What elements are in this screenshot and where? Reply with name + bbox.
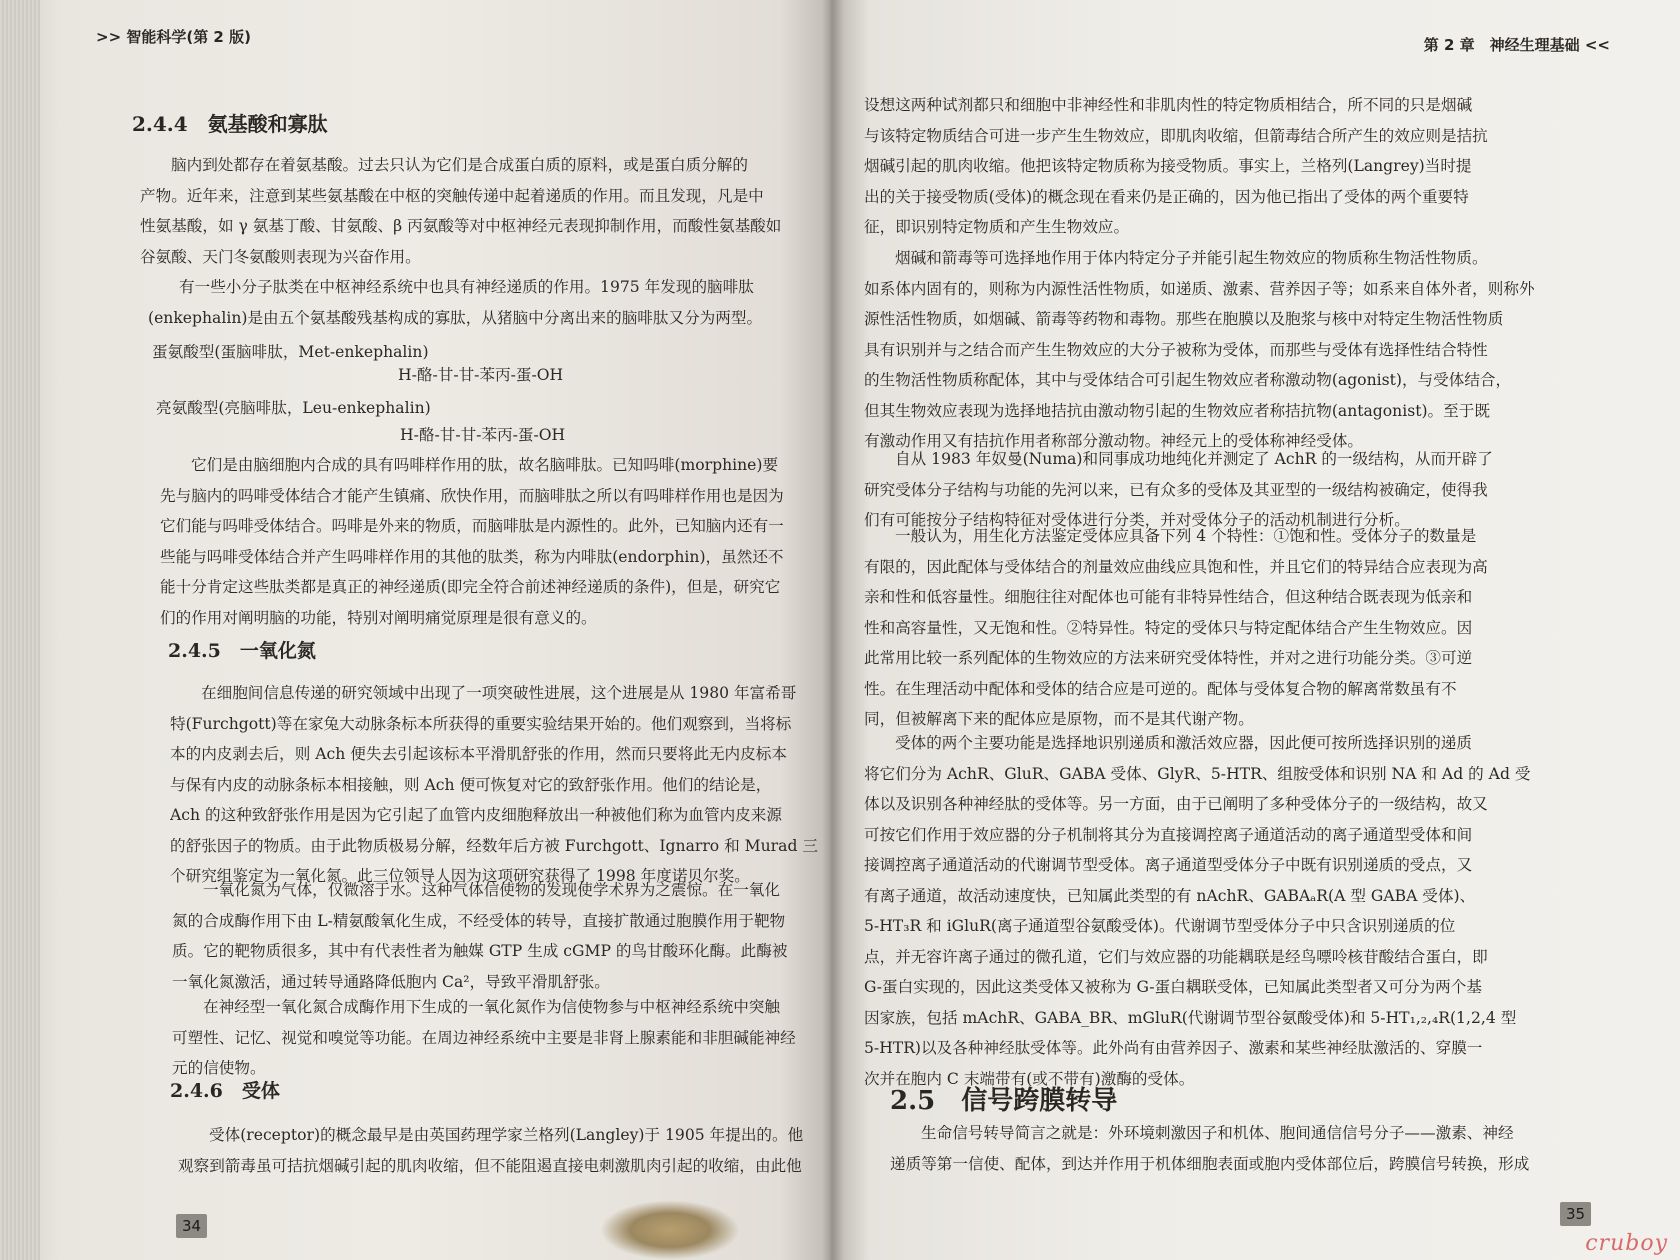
text-line: 谷氨酸、天门冬氨酸则表现为兴奋作用。 bbox=[140, 247, 421, 266]
text-line: 它们能与吗啡受体结合。吗啡是外来的物质，而脑啡肽是内源性的。此外，已知脑内还有一 bbox=[160, 517, 784, 535]
text-line: 的生物活性物质称配体，其中与受体结合可引起生物效应者称激动物(agonist)，与受体结合， bbox=[864, 371, 1512, 389]
page-edges bbox=[0, 0, 40, 1260]
text-line: 性和高容量性，又无饱和性。②特异性。特定的受体只与特定配体结合产生生物效应。因 bbox=[864, 618, 1473, 637]
text-line: 能十分肯定这些肽类都是真正的神经递质(即完全符合前述神经递质的条件)，但是，研究它 bbox=[160, 578, 781, 596]
watermark: cruboy bbox=[1585, 1231, 1668, 1256]
running-head-left: >> 智能科学(第 2 版) bbox=[96, 28, 251, 46]
paragraph bbox=[140, 150, 820, 272]
text-line: 性。在生理活动中配体和受体的结合应是可逆的。配体与受体复合物的解离常数虽有不 bbox=[864, 679, 1457, 698]
leu-enkephalin-label: 亮氨酸型(亮脑啡肽，Leu-enkephalin) bbox=[156, 399, 431, 417]
text-line: 具有识别并与之结合而产生生物效应的大分子被称为受体，而那些与受体有选择性结合特性 bbox=[864, 340, 1488, 359]
page-number-right: 35 bbox=[1560, 1202, 1591, 1226]
text-line: G-蛋白实现的，因此这类受体又被称为 G-蛋白耦联受体，已知属此类型者又可分为两个基 bbox=[864, 978, 1482, 996]
paragraph bbox=[864, 90, 1624, 243]
text-line: 元的信使物。 bbox=[172, 1059, 266, 1077]
text-line: 研究受体分子结构与功能的先河以来，已有众多的受体及其亚型的一级结构被确定，使得我 bbox=[864, 480, 1488, 499]
text-line: 设想这两种试剂都只和细胞中非神经性和非肌肉性的特定物质相结合，所不同的只是烟碱 bbox=[864, 96, 1473, 114]
text-line: 出的关于接受物质(受体)的概念现在看来仍是正确的，因为他已指出了受体的两个重要特 bbox=[864, 187, 1469, 206]
text-line: 递质等第一信使、配体，到达并作用于机体细胞表面或胞内受体部位后，跨膜信号转换，形成 bbox=[890, 1154, 1530, 1173]
paragraph bbox=[890, 1118, 1630, 1179]
text-line: 一氧化氮激活，通过转导通路降低胞内 Ca²，导致平滑肌舒张。 bbox=[172, 972, 610, 991]
text-line: 自从 1983 年奴曼(Numa)和同事成功地纯化并测定了 AchR 的一级结构，从而开辟了 bbox=[895, 450, 1493, 468]
text-line: 产物。近年来，注意到某些氨基酸在中枢的突触传递中起着递质的作用。而且发现，凡是中 bbox=[140, 186, 764, 205]
text-line: 在神经型一氧化氮合成酶作用下生成的一氧化氮作为信使物参与中枢神经系统中突触 bbox=[203, 998, 780, 1016]
paragraph bbox=[864, 521, 1624, 735]
text-line: 征，即识别特定物质和产生生物效应。 bbox=[864, 218, 1130, 236]
text-line: 因家族，包括 mAchR、GABA_BR、mGluR(代谢调节型谷氨酸受体)和 5-HT₁,₂,₄R(1,2,4 型 bbox=[864, 1008, 1517, 1027]
text-line: 有激动作用又有拮抗作用者称部分激动物。神经元上的受体称神经受体。 bbox=[864, 432, 1364, 450]
text-line: 性氨基酸，如 γ 氨基丁酸、甘氨酸、β 丙氨酸等对中枢神经元表现抑制作用，而酸性氨基酸如 bbox=[140, 217, 782, 235]
text-line: 有限的，因此配体与受体结合的剂量效应曲线应具饱和性，并且它们的特异结合应表现为高 bbox=[864, 557, 1488, 576]
text-line: 先与脑内的吗啡受体结合才能产生镇痛、欣快作用，而脑啡肽之所以有吗啡样作用也是因为 bbox=[160, 486, 784, 505]
right-page bbox=[830, 0, 1680, 1260]
text-line: 质。它的靶物质很多，其中有代表性者为触媒 GTP 生成 cGMP 的鸟甘酸环化酶。此酶被 bbox=[172, 942, 788, 960]
text-line: 5-HTR)以及各种神经肽受体等。此外尚有由营养因子、激素和某些神经肽激活的、穿膜一 bbox=[864, 1039, 1483, 1057]
text-line: 点，并无容许离子通过的微孔道，它们与效应器的功能耦联是经鸟嘌呤核苷酸结合蛋白，即 bbox=[864, 947, 1488, 966]
text-line: Ach 的这种致舒张作用是因为它引起了血管内皮细胞释放出一种被他们称为血管内皮来源 bbox=[170, 806, 782, 824]
text-line: (enkephalin)是由五个氨基酸残基构成的寡肽，从猪脑中分离出来的脑啡肽又分为两型。 bbox=[148, 308, 763, 327]
text-line: 烟碱和箭毒等可选择地作用于体内特定分子并能引起生物效应的物质称生物活性物质。 bbox=[895, 249, 1488, 267]
text-line: 如系体内固有的，则称为内源性活性物质，如递质、激素、营养因子等；如系来自体外者，则称外 bbox=[864, 279, 1535, 298]
text-line: 观察到箭毒虽可拮抗烟碱引起的肌肉收缩，但不能阻遏直接电刺激肌肉引起的收缩，由此他 bbox=[178, 1156, 802, 1175]
text-line: 可塑性、记忆、视觉和嗅觉等功能。在周边神经系统中主要是非肾上腺素能和非胆碱能神经 bbox=[172, 1028, 796, 1047]
page-number-left: 34 bbox=[176, 1214, 207, 1238]
text-line: 与保有内皮的动脉条标本相接触，则 Ach 便可恢复对它的致舒张作用。他们的结论是， bbox=[170, 775, 772, 794]
section-heading-2-4-5: 2.4.5 一氧化氮 bbox=[168, 640, 316, 662]
paragraph bbox=[160, 450, 826, 633]
running-head-right: 第 2 章 神经生理基础 << bbox=[1423, 36, 1610, 54]
text-line: 可按它们作用于效应器的分子机制将其分为直接调控离子通道活动的离子通道型受体和间 bbox=[864, 825, 1473, 844]
shadow-object bbox=[600, 1200, 740, 1260]
text-line: 脑内到处都存在着氨基酸。过去只认为它们是合成蛋白质的原料，或是蛋白质分解的 bbox=[171, 156, 748, 174]
text-line: 次并在胞内 C 末端带有(或不带有)激酶的受体。 bbox=[864, 1069, 1195, 1088]
text-line: 亲和性和低容量性。细胞往往对配体也可能有非特异性结合，但这种结合既表现为低亲和 bbox=[864, 588, 1473, 606]
section-heading-2-5: 2.5 信号跨膜转导 bbox=[890, 1086, 1118, 1116]
text-line: 此常用比较一系列配体的生物效应的方法来研究受体特性，并对之进行功能分类。③可逆 bbox=[864, 649, 1473, 667]
paragraph bbox=[172, 992, 824, 1084]
text-line: 些能与吗啡受体结合并产生吗啡样作用的其他的肽类，称为内啡肽(endorphin)，虽然还不 bbox=[160, 547, 784, 566]
text-line: 特(Furchgott)等在家兔大动脉条标本所获得的重要实验结果开始的。他们观察到，当将标 bbox=[170, 714, 792, 733]
text-line: 氮的合成酶作用下由 L-精氨酸氧化生成，不经受体的转导，直接扩散通过胞膜作用于靶物 bbox=[172, 911, 786, 930]
text-line: 体以及识别各种神经肽的受体等。另一方面，由于已阐明了多种受体分子的一级结构，故又 bbox=[864, 795, 1488, 813]
text-line: 一氧化氮为气体，仅微溶于水。这种气体信使物的发现使学术界为之震惊。在一氧化 bbox=[203, 881, 780, 899]
text-line: 有离子通道，故活动速度快，已知属此类型的有 nAchR、GABAₐR(A 型 GABA 受体)、 bbox=[864, 886, 1476, 905]
paragraph bbox=[170, 678, 824, 892]
text-line: 但其生物效应表现为选择地拮抗由激动物引起的生物效应者称拮抗物(antagonist)。至于既 bbox=[864, 401, 1490, 420]
text-line: 的舒张因子的物质。由于此物质极易分解，经数年后方被 Furchgott、Ignarro 和 Murad 三 bbox=[170, 836, 818, 855]
book-gutter bbox=[822, 0, 844, 1260]
section-heading-2-4-6: 2.4.6 受体 bbox=[170, 1080, 280, 1102]
paragraph bbox=[864, 728, 1624, 1094]
text-line: 与该特定物质结合可进一步产生生物效应，即肌肉收缩，但箭毒结合所产生的效应则是拮抗 bbox=[864, 126, 1488, 145]
leu-enkephalin-formula: H-酪-甘-甘-苯丙-蛋-OH bbox=[400, 426, 566, 444]
text-line: 在细胞间信息传递的研究领域中出现了一项突破性进展，这个进展是从 1980 年富希哥 bbox=[201, 684, 797, 702]
text-line: 烟碱引起的肌肉收缩。他把该特定物质称为接受物质。事实上，兰格列(Langrey)当时提 bbox=[864, 157, 1472, 175]
text-line: 一般认为，用生化方法鉴定受体应具备下列 4 个特性：①饱和性。受体分子的数量是 bbox=[895, 527, 1477, 545]
text-line: 源性活性物质，如烟碱、箭毒等药物和毒物。那些在胞膜以及胞浆与核中对特定生物活性物质 bbox=[864, 310, 1504, 328]
text-line: 接调控离子通道活动的代谢调节型受体。离子通道型受体分子中既有识别递质的受点，又 bbox=[864, 856, 1473, 874]
text-line: 们有可能按分子结构特征对受体进行分类，并对受体分子的活动机制进行分析。 bbox=[864, 511, 1410, 529]
met-enkephalin-formula: H-酪-甘-甘-苯丙-蛋-OH bbox=[398, 366, 564, 384]
section-heading-2-4-4: 2.4.4 氨基酸和寡肽 bbox=[132, 112, 328, 136]
text-line: 本的内皮剥去后，则 Ach 便失去引起该标本平滑肌舒张的作用，然而只要将此无内皮标本 bbox=[170, 745, 787, 763]
text-line: 同，但被解离下来的配体应是原物，而不是其代谢产物。 bbox=[864, 710, 1254, 728]
text-line: 有一些小分子肽类在中枢神经系统中也具有神经递质的作用。1975 年发现的脑啡肽 bbox=[179, 278, 754, 296]
met-enkephalin-label: 蛋氨酸型(蛋脑啡肽，Met-enkephalin) bbox=[152, 343, 429, 361]
text-line: 它们是由脑细胞内合成的具有吗啡样作用的肽，故名脑啡肽。已知吗啡(morphine)要 bbox=[191, 456, 779, 474]
text-line: 受体(receptor)的概念最早是由英国药理学家兰格列(Langley)于 1905 年提出的。他 bbox=[209, 1126, 804, 1144]
text-line: 生命信号转导简言之就是：外环境刺激因子和机体、胞间通信信号分子——激素、神经 bbox=[921, 1124, 1514, 1142]
text-line: 个研究组鉴定为一氧化氮。此三位领导人因为这项研究获得了 1998 年度诺贝尔奖。 bbox=[170, 867, 750, 885]
text-line: 受体的两个主要功能是选择地识别递质和激活效应器，因此便可按所选择识别的递质 bbox=[895, 734, 1472, 752]
text-line: 们的作用对阐明脑的功能，特别对阐明痛觉原理是很有意义的。 bbox=[160, 608, 597, 627]
paragraph bbox=[148, 272, 824, 333]
paragraph bbox=[178, 1120, 824, 1181]
text-line: 将它们分为 AchR、GluR、GABA 受体、GlyR、5-HTR、组胺受体和识别 NA 和 Ad 的 Ad 受 bbox=[864, 764, 1531, 783]
paragraph bbox=[172, 875, 824, 997]
paragraph bbox=[864, 243, 1624, 457]
text-line: 5-HT₃R 和 iGluR(离子通道型谷氨酸受体)。代谢调节型受体分子中只含识别递质的位 bbox=[864, 917, 1456, 935]
